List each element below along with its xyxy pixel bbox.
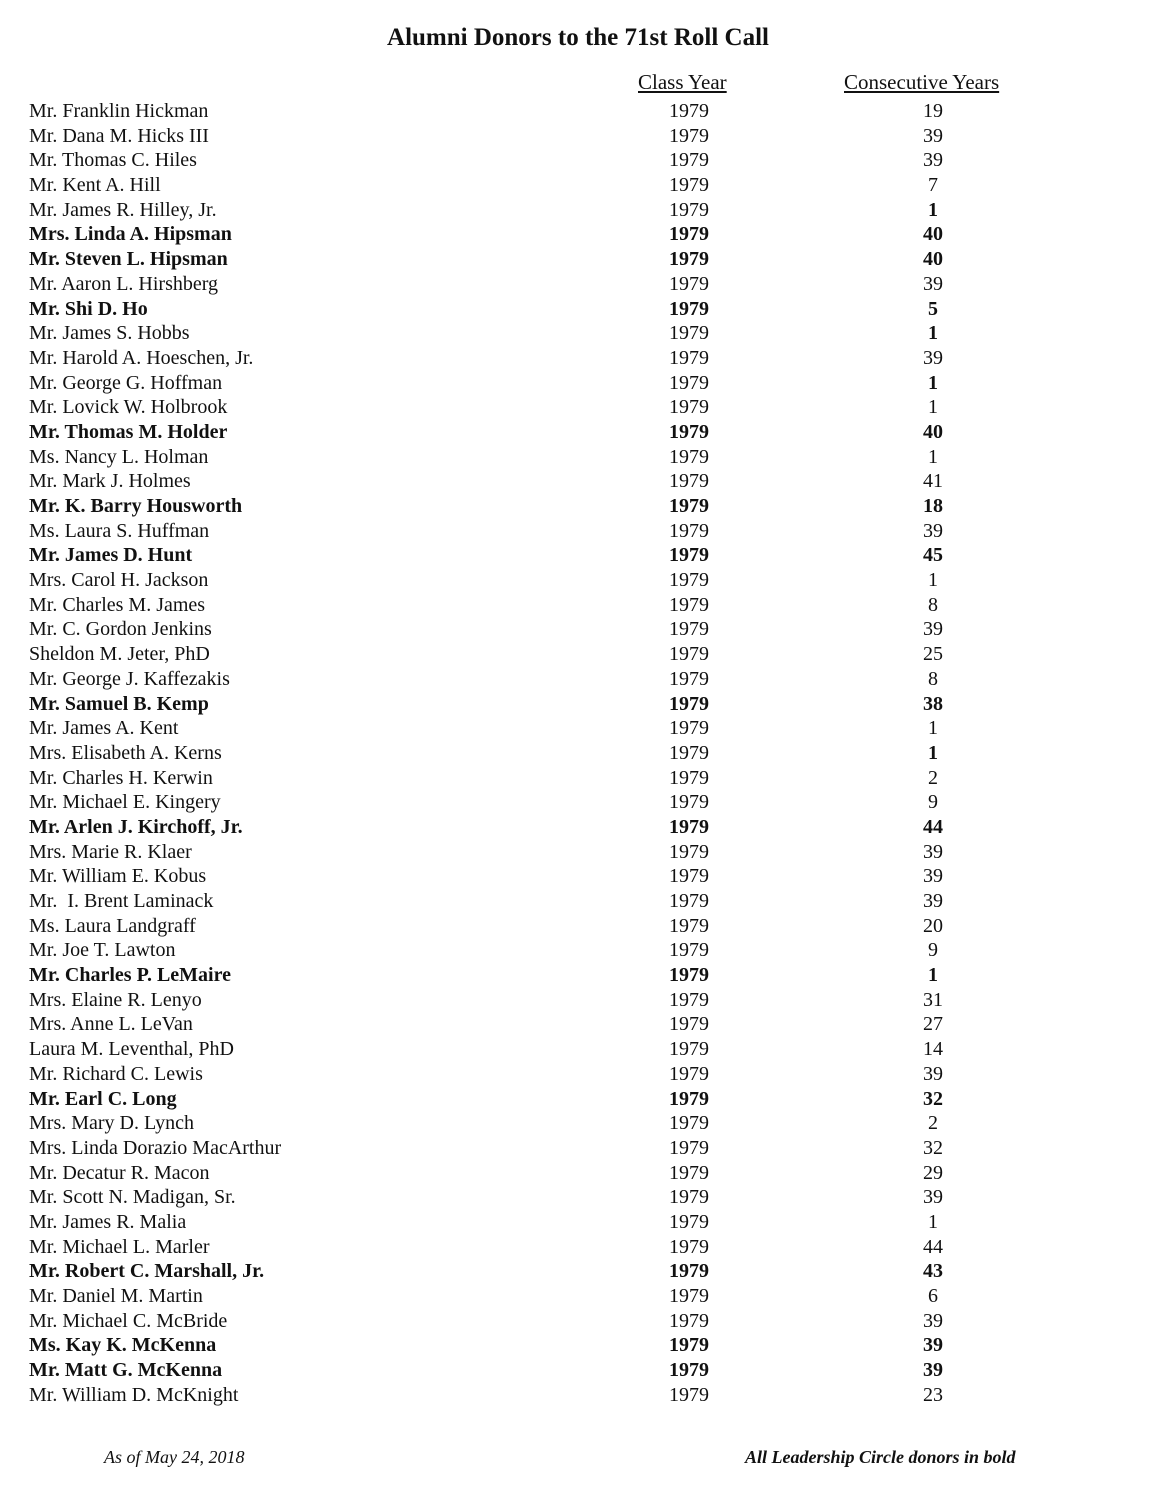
donor-row (0, 1235, 1156, 1260)
donor-name: Mr. Mark J. Holmes (29, 470, 191, 493)
donor-class-year: 1979 (669, 544, 709, 567)
donor-consecutive-years: 1 (928, 964, 938, 987)
donor-name: Mr. Charles P. LeMaire (29, 964, 232, 987)
donor-row (0, 1136, 1156, 1161)
donor-name: Mrs. Linda Dorazio MacArthur (29, 1136, 282, 1159)
donor-consecutive-years: 5 (928, 297, 938, 320)
donor-row (0, 1259, 1156, 1284)
donor-name: Ms. Laura S. Huffman (29, 519, 210, 542)
donor-class-year: 1979 (669, 322, 709, 345)
donor-row (0, 766, 1156, 791)
donor-row (0, 692, 1156, 717)
donor-name: Mr. James S. Hobbs (29, 322, 190, 345)
donor-name: Mr. Franklin Hickman (29, 100, 209, 122)
donor-consecutive-years: 39 (923, 865, 943, 888)
donor-row (0, 1012, 1156, 1037)
donor-name: Mr. Shi D. Ho (29, 297, 148, 320)
donor-class-year: 1979 (669, 1013, 709, 1036)
donor-class-year: 1979 (669, 495, 709, 517)
donor-row (0, 1210, 1156, 1235)
donor-class-year: 1979 (669, 741, 709, 764)
page-title: Alumni Donors to the 71st Roll Call (387, 24, 769, 51)
donor-class-year: 1979 (669, 1235, 709, 1258)
donor-row (0, 272, 1156, 297)
donor-class-year: 1979 (669, 149, 709, 172)
donor-row (0, 790, 1156, 815)
donor-class-year: 1979 (669, 717, 709, 740)
donor-name: Mr. Samuel B. Kemp (29, 692, 209, 715)
donor-row (0, 395, 1156, 420)
donor-consecutive-years: 8 (928, 667, 938, 690)
donor-consecutive-years: 19 (923, 100, 943, 122)
donor-name: Mr. Kent A. Hill (29, 174, 161, 197)
donor-consecutive-years: 7 (928, 174, 938, 197)
donor-name: Mr. I. Brent Laminack (29, 890, 214, 912)
donor-row (0, 1333, 1156, 1358)
donor-name: Ms. Kay K. McKenna (29, 1334, 217, 1357)
donor-class-year: 1979 (669, 964, 709, 987)
donor-class-year: 1979 (669, 939, 709, 962)
donor-name: Mrs. Elisabeth A. Kerns (29, 741, 222, 764)
donor-name: Mr. James D. Hunt (29, 544, 193, 567)
donor-name: Mrs. Linda A. Hipsman (29, 223, 232, 246)
donor-consecutive-years: 39 (923, 1359, 943, 1382)
donor-row (0, 667, 1156, 692)
donor-name: Mr. Aaron L. Hirshberg (29, 272, 219, 295)
donor-class-year: 1979 (669, 1112, 709, 1135)
donor-row (0, 1309, 1156, 1334)
donor-name: Mr. Robert C. Marshall, Jr. (29, 1260, 265, 1283)
column-headers (0, 70, 1156, 96)
donor-class-year: 1979 (669, 1334, 709, 1357)
donor-consecutive-years: 39 (923, 840, 943, 863)
donor-class-year: 1979 (669, 1038, 709, 1061)
donor-row (0, 716, 1156, 741)
donor-name: Mr. George J. Kaffezakis (29, 667, 230, 690)
donor-class-year: 1979 (669, 1359, 709, 1382)
donor-class-year: 1979 (669, 297, 709, 320)
donor-class-year: 1979 (669, 1210, 709, 1233)
donor-row (0, 568, 1156, 593)
donor-list (0, 99, 1156, 1407)
donor-row (0, 1383, 1156, 1408)
donor-consecutive-years: 1 (928, 1210, 938, 1233)
donor-consecutive-years: 6 (928, 1285, 938, 1307)
donor-name: Sheldon M. Jeter, PhD (29, 643, 210, 666)
donor-name: Mr. Scott N. Madigan, Sr. (29, 1186, 236, 1209)
donor-consecutive-years: 44 (923, 1235, 943, 1258)
donor-class-year: 1979 (669, 1260, 709, 1283)
donor-row (0, 1037, 1156, 1062)
donor-row (0, 1161, 1156, 1186)
donor-name: Mr. Michael C. McBride (29, 1309, 228, 1332)
donor-class-year: 1979 (669, 470, 709, 493)
donor-consecutive-years: 44 (923, 815, 943, 838)
donor-class-year: 1979 (669, 1285, 709, 1307)
donor-class-year: 1979 (669, 445, 709, 468)
donor-row (0, 593, 1156, 618)
donor-class-year: 1979 (669, 791, 709, 814)
donor-class-year: 1979 (669, 420, 709, 443)
donor-name: Mrs. Elaine R. Lenyo (29, 988, 202, 1011)
donor-class-year: 1979 (669, 174, 709, 197)
donor-name: Mr. Lovick W. Holbrook (29, 396, 228, 419)
donor-row (0, 1358, 1156, 1383)
donor-name: Mr. James R. Malia (29, 1210, 187, 1233)
donor-consecutive-years: 39 (923, 890, 943, 912)
donor-row (0, 469, 1156, 494)
donor-name: Mr. Daniel M. Martin (29, 1285, 203, 1307)
donor-class-year: 1979 (669, 198, 709, 221)
donor-class-year: 1979 (669, 692, 709, 715)
donor-class-year: 1979 (669, 890, 709, 912)
donor-class-year: 1979 (669, 396, 709, 419)
donor-row (0, 445, 1156, 470)
donor-row (0, 173, 1156, 198)
donor-name: Mr. K. Barry Housworth (29, 495, 243, 517)
donor-row (0, 642, 1156, 667)
donor-class-year: 1979 (669, 865, 709, 888)
donor-class-year: 1979 (669, 223, 709, 246)
donor-name: Mrs. Anne L. LeVan (29, 1013, 193, 1036)
donor-row (0, 963, 1156, 988)
donor-consecutive-years: 39 (923, 1309, 943, 1332)
donor-class-year: 1979 (669, 248, 709, 271)
donor-name: Laura M. Leventhal, PhD (29, 1038, 234, 1061)
donor-row (0, 198, 1156, 223)
donor-consecutive-years: 40 (923, 248, 943, 271)
donor-row (0, 99, 1156, 124)
donor-consecutive-years: 39 (923, 124, 943, 147)
donor-row (0, 840, 1156, 865)
donor-row (0, 543, 1156, 568)
leadership-note: All Leadership Circle donors in bold (745, 1447, 1016, 1467)
donor-row (0, 148, 1156, 173)
donor-consecutive-years: 14 (923, 1038, 943, 1061)
donor-consecutive-years: 2 (928, 1112, 938, 1135)
donor-consecutive-years: 1 (928, 445, 938, 468)
donor-row (0, 914, 1156, 939)
donor-row (0, 815, 1156, 840)
donor-class-year: 1979 (669, 100, 709, 122)
donor-consecutive-years: 39 (923, 519, 943, 542)
donor-class-year: 1979 (669, 124, 709, 147)
consecutive-years-header: Consecutive Years (844, 70, 1000, 94)
donor-consecutive-years: 38 (923, 692, 943, 715)
donor-class-year: 1979 (669, 1186, 709, 1209)
donor-row (0, 247, 1156, 272)
donor-class-year: 1979 (669, 1383, 709, 1406)
donor-name: Mr. Dana M. Hicks III (29, 124, 209, 147)
donor-name: Mr. Joe T. Lawton (29, 939, 176, 962)
donor-consecutive-years: 1 (928, 371, 938, 394)
donor-name: Mr. James R. Hilley, Jr. (29, 198, 217, 221)
donor-class-year: 1979 (669, 1136, 709, 1159)
donor-name: Mr. Steven L. Hipsman (29, 248, 228, 271)
donor-consecutive-years: 29 (923, 1161, 943, 1184)
donor-consecutive-years: 39 (923, 149, 943, 172)
donor-class-year: 1979 (669, 346, 709, 369)
donor-class-year: 1979 (669, 988, 709, 1011)
donor-consecutive-years: 32 (923, 1087, 943, 1110)
donor-name: Mr. Earl C. Long (29, 1087, 177, 1110)
donor-consecutive-years: 27 (923, 1013, 943, 1036)
donor-class-year: 1979 (669, 840, 709, 863)
donor-row (0, 1087, 1156, 1112)
donor-consecutive-years: 25 (923, 643, 943, 666)
donor-row (0, 519, 1156, 544)
donor-class-year: 1979 (669, 569, 709, 592)
donor-class-year: 1979 (669, 1062, 709, 1085)
donor-name: Mr. James A. Kent (29, 717, 179, 740)
donor-name: Mr. Harold A. Hoeschen, Jr. (29, 346, 254, 369)
donor-name: Mr. William D. McKnight (29, 1383, 239, 1406)
donor-consecutive-years: 1 (928, 717, 938, 740)
donor-name: Mrs. Mary D. Lynch (29, 1112, 194, 1135)
donor-row (0, 864, 1156, 889)
donor-consecutive-years: 23 (923, 1383, 943, 1406)
donor-consecutive-years: 2 (928, 766, 938, 789)
donor-consecutive-years: 39 (923, 1334, 943, 1357)
donor-consecutive-years: 1 (928, 322, 938, 345)
donor-row (0, 494, 1156, 519)
donor-row (0, 321, 1156, 346)
donor-row (0, 222, 1156, 247)
donor-row (0, 938, 1156, 963)
donor-class-year: 1979 (669, 667, 709, 690)
donor-class-year: 1979 (669, 643, 709, 666)
donor-class-year: 1979 (669, 815, 709, 838)
donor-consecutive-years: 9 (928, 791, 938, 814)
donor-row (0, 1185, 1156, 1210)
donor-consecutive-years: 1 (928, 741, 938, 764)
donor-consecutive-years: 9 (928, 939, 938, 962)
donor-consecutive-years: 8 (928, 593, 938, 616)
donor-consecutive-years: 39 (923, 1062, 943, 1085)
donor-name: Mr. Michael L. Marler (29, 1235, 210, 1258)
donor-row (0, 346, 1156, 371)
donor-consecutive-years: 39 (923, 272, 943, 295)
donor-name: Mr. Charles H. Kerwin (29, 766, 213, 789)
donor-row (0, 889, 1156, 914)
donor-name: Mr. George G. Hoffman (29, 371, 223, 394)
donor-name: Mr. Charles M. James (29, 593, 206, 616)
donor-class-year: 1979 (669, 766, 709, 789)
donor-consecutive-years: 1 (928, 396, 938, 419)
donor-class-year: 1979 (669, 618, 709, 641)
donor-row (0, 124, 1156, 149)
donor-consecutive-years: 39 (923, 618, 943, 641)
donor-consecutive-years: 41 (923, 470, 943, 493)
donor-consecutive-years: 32 (923, 1136, 943, 1159)
donor-consecutive-years: 18 (923, 495, 943, 517)
donor-class-year: 1979 (669, 914, 709, 937)
donor-name: Mr. Arlen J. Kirchoff, Jr. (29, 815, 243, 838)
donor-name: Mr. Matt G. McKenna (29, 1359, 223, 1382)
donor-row (0, 988, 1156, 1013)
donor-name: Mr. Thomas C. Hiles (29, 149, 197, 172)
donor-row (0, 1111, 1156, 1136)
donor-consecutive-years: 1 (928, 198, 938, 221)
donor-name: Mr. Michael E. Kingery (29, 791, 221, 814)
donor-name: Mr. Thomas M. Holder (29, 420, 228, 443)
donor-name: Mrs. Carol H. Jackson (29, 569, 209, 592)
donor-name: Mrs. Marie R. Klaer (29, 840, 192, 863)
donor-consecutive-years: 40 (923, 420, 943, 443)
donor-name: Ms. Laura Landgraff (29, 914, 196, 937)
donor-consecutive-years: 40 (923, 223, 943, 246)
donor-row (0, 420, 1156, 445)
donor-class-year: 1979 (669, 593, 709, 616)
donor-name: Mr. Decatur R. Macon (29, 1161, 210, 1184)
donor-row (0, 741, 1156, 766)
donor-class-year: 1979 (669, 1309, 709, 1332)
donor-class-year: 1979 (669, 371, 709, 394)
donor-class-year: 1979 (669, 1161, 709, 1184)
donor-class-year: 1979 (669, 272, 709, 295)
donor-name: Mr. William E. Kobus (29, 865, 207, 888)
donor-consecutive-years: 20 (923, 914, 943, 937)
class-year-header: Class Year (638, 70, 727, 94)
donor-row (0, 617, 1156, 642)
donor-class-year: 1979 (669, 519, 709, 542)
donor-row (0, 297, 1156, 322)
donor-class-year: 1979 (669, 1087, 709, 1110)
donor-name: Ms. Nancy L. Holman (29, 445, 209, 468)
as-of-date: As of May 24, 2018 (104, 1447, 245, 1467)
donor-name: Mr. Richard C. Lewis (29, 1062, 203, 1085)
donor-name: Mr. C. Gordon Jenkins (29, 618, 212, 641)
donor-consecutive-years: 43 (923, 1260, 943, 1283)
donor-row (0, 371, 1156, 396)
donor-consecutive-years: 39 (923, 1186, 943, 1209)
donor-consecutive-years: 45 (923, 544, 943, 567)
donor-consecutive-years: 1 (928, 569, 938, 592)
donor-consecutive-years: 39 (923, 346, 943, 369)
donor-row (0, 1284, 1156, 1309)
donor-row (0, 1062, 1156, 1087)
donor-consecutive-years: 31 (923, 988, 943, 1011)
